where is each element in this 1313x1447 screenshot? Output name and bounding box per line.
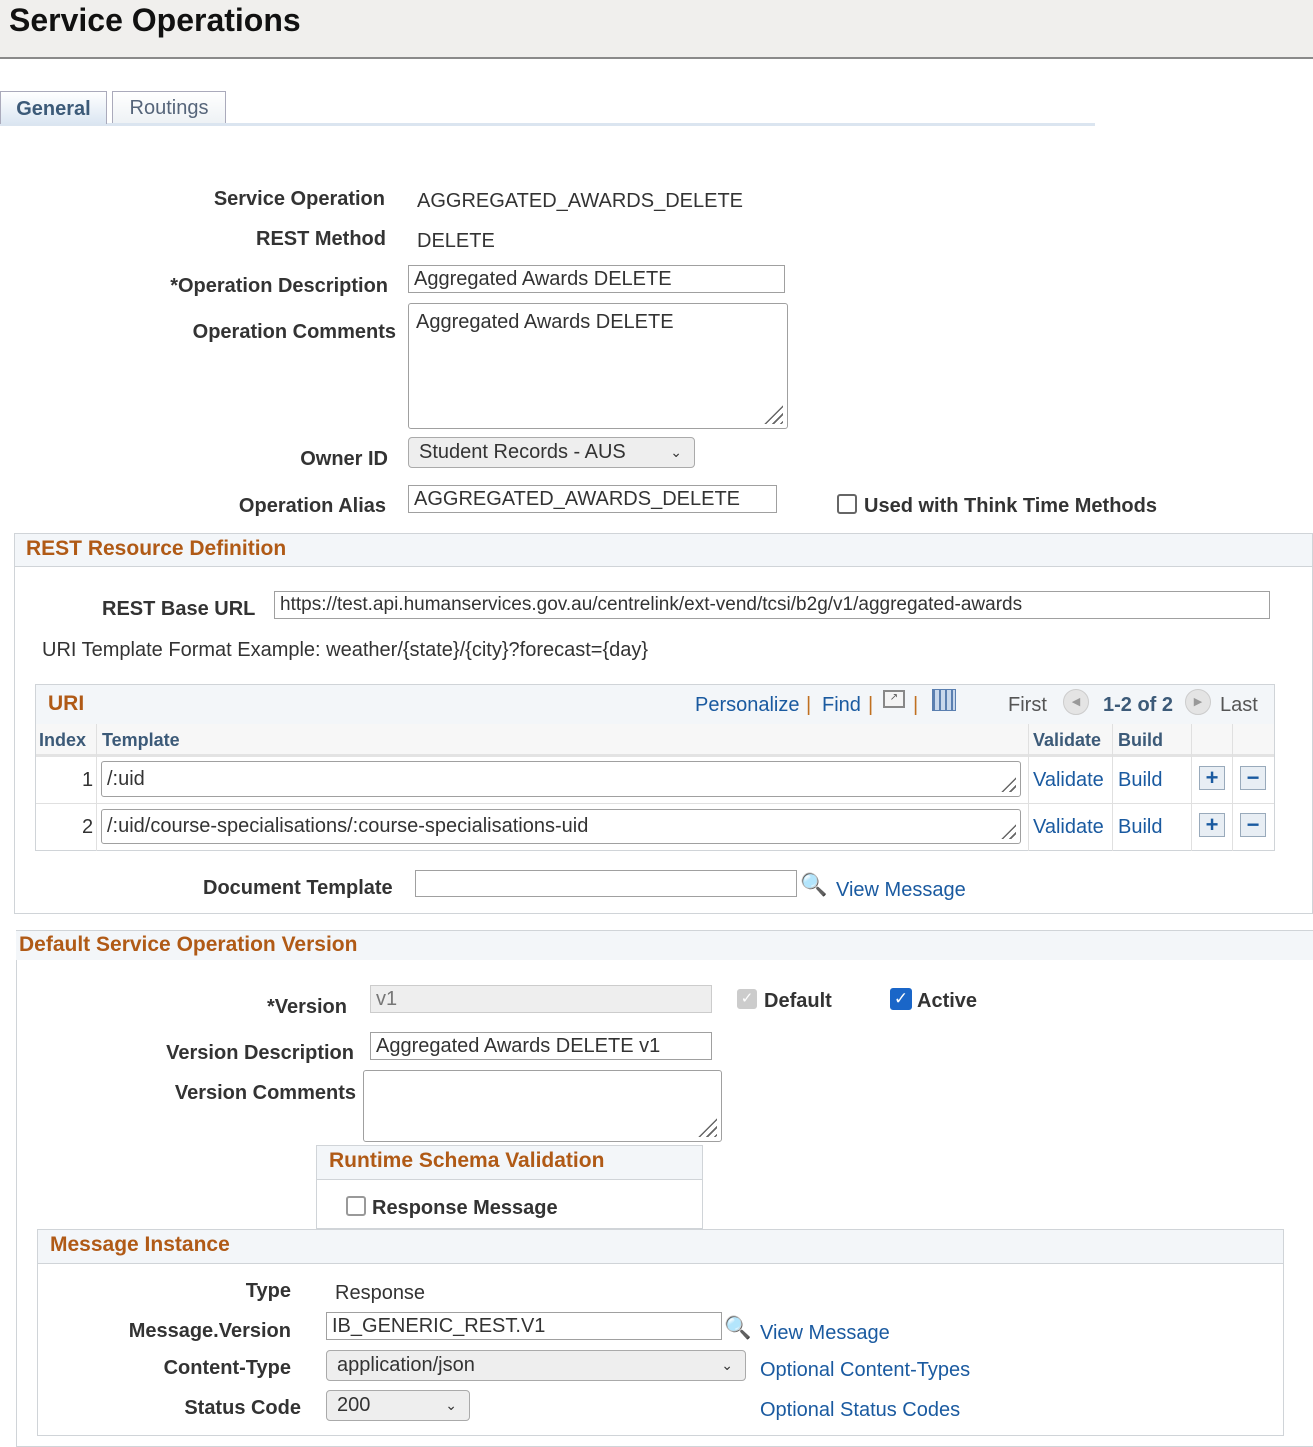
row-range: 1-2 of 2 (1103, 694, 1174, 716)
resize-grip-icon[interactable] (697, 1117, 717, 1137)
status-code-label: Status Code (184, 1397, 301, 1419)
col-build[interactable]: Build (1118, 730, 1163, 750)
separator: | (806, 694, 812, 716)
view-message-link[interactable]: View Message (760, 1322, 890, 1344)
delete-row-button[interactable]: − (1240, 766, 1266, 790)
operation-comments-text: Aggregated Awards DELETE (416, 311, 674, 333)
page-title: Service Operations (9, 2, 301, 38)
chevron-down-icon: ⌄ (670, 444, 682, 460)
rest-resource-title: REST Resource Definition (26, 537, 287, 560)
schema-validation-title: Runtime Schema Validation (329, 1149, 605, 1172)
divider (96, 724, 97, 851)
add-row-button[interactable]: + (1199, 813, 1225, 837)
type-label: Type (245, 1280, 291, 1302)
uri-grid-title: URI (48, 692, 85, 715)
separator: | (868, 694, 874, 716)
divider (1232, 724, 1233, 851)
message-instance-title: Message Instance (50, 1233, 230, 1256)
add-row-button[interactable]: + (1199, 766, 1225, 790)
status-code-value: 200 (337, 1394, 371, 1416)
resize-grip-icon[interactable] (763, 404, 783, 424)
personalize-link[interactable]: Personalize (695, 694, 800, 716)
chevron-down-icon: ⌄ (721, 1357, 733, 1373)
status-code-select[interactable] (326, 1390, 470, 1421)
view-message-link[interactable]: View Message (836, 879, 966, 901)
content-type-value: application/json (337, 1354, 475, 1376)
last-label: Last (1220, 694, 1258, 716)
message-version-input[interactable]: IB_GENERIC_REST.V1 (326, 1312, 722, 1340)
rest-method-value: DELETE (417, 230, 495, 252)
version-section-title: Default Service Operation Version (19, 933, 358, 956)
resize-grip-icon[interactable] (998, 774, 1016, 792)
tab-routings[interactable]: Routings (112, 91, 226, 123)
build-link[interactable]: Build (1118, 816, 1163, 838)
resize-grip-icon[interactable] (998, 821, 1016, 839)
download-spreadsheet-icon[interactable] (932, 689, 956, 711)
validate-link[interactable]: Validate (1033, 769, 1104, 791)
response-message-label: Response Message (372, 1197, 558, 1219)
template-value: /:uid/course-specialisations/:course-specialisations-uid (107, 815, 589, 837)
lookup-icon[interactable]: 🔍 (724, 1315, 752, 1340)
default-checkbox: ✓ (737, 989, 757, 1009)
operation-description-label: *Operation Description (170, 275, 388, 297)
template-value: /:uid (107, 768, 145, 790)
template-input[interactable] (101, 809, 1021, 844)
operation-description-input[interactable]: Aggregated Awards DELETE (408, 265, 785, 293)
response-message-checkbox[interactable] (346, 1196, 366, 1216)
operation-comments-label: Operation Comments (192, 321, 396, 343)
validate-link[interactable]: Validate (1033, 816, 1104, 838)
rest-base-url-label: REST Base URL (102, 598, 256, 620)
col-index[interactable]: Index (39, 730, 87, 750)
first-label: First (1008, 694, 1047, 716)
build-link[interactable]: Build (1118, 769, 1163, 791)
default-label: Default (764, 990, 832, 1012)
owner-id-label: Owner ID (300, 448, 388, 470)
version-description-label: Version Description (166, 1042, 354, 1064)
version-comments-textarea[interactable] (363, 1070, 722, 1142)
divider (1191, 724, 1192, 851)
owner-id-select[interactable] (408, 437, 695, 468)
content-type-select[interactable] (326, 1350, 746, 1381)
lookup-icon[interactable]: 🔍 (800, 872, 828, 897)
col-validate[interactable]: Validate (1033, 730, 1102, 750)
message-version-label: Message.Version (128, 1320, 291, 1342)
divider (1112, 724, 1113, 851)
service-operation-label: Service Operation (213, 188, 385, 210)
col-template[interactable]: Template (102, 730, 180, 750)
type-value: Response (335, 1282, 426, 1304)
separator: | (913, 694, 919, 716)
operation-comments-textarea[interactable] (408, 303, 788, 429)
divider (1028, 724, 1029, 851)
think-time-label: Used with Think Time Methods (864, 495, 1157, 517)
version-input: v1 (370, 985, 712, 1013)
active-label: Active (917, 990, 978, 1012)
optional-content-types-link[interactable]: Optional Content-Types (760, 1359, 971, 1381)
next-icon[interactable]: ▶ (1185, 689, 1211, 715)
service-operation-value: AGGREGATED_AWARDS_DELETE (417, 190, 743, 212)
previous-icon[interactable]: ◀ (1063, 689, 1089, 715)
version-description-input[interactable]: Aggregated Awards DELETE v1 (370, 1032, 712, 1060)
uri-grid-header (35, 684, 1275, 724)
rest-base-url-input[interactable]: https://test.api.humanservices.gov.au/centrelink/ext-vend/tcsi/b2g/v1/aggregated-awards (274, 591, 1270, 619)
delete-row-button[interactable]: − (1240, 813, 1266, 837)
tab-general[interactable]: General (0, 91, 107, 124)
version-label: *Version (266, 996, 347, 1018)
row-index: 2 (82, 816, 94, 838)
owner-id-value: Student Records - AUS (419, 441, 626, 463)
operation-alias-label: Operation Alias (238, 495, 386, 517)
template-input[interactable] (101, 761, 1021, 797)
rest-method-label: REST Method (256, 228, 386, 250)
think-time-checkbox[interactable] (837, 494, 857, 514)
row-index: 1 (82, 769, 94, 791)
find-link[interactable]: Find (822, 694, 861, 716)
new-window-icon[interactable]: ↗ (883, 690, 905, 708)
document-template-label: Document Template (203, 877, 393, 899)
operation-alias-input[interactable]: AGGREGATED_AWARDS_DELETE (408, 485, 777, 513)
active-checkbox[interactable]: ✓ (890, 988, 912, 1010)
uri-template-example: URI Template Format Example: weather/{state}/{city}?forecast={day} (42, 639, 649, 661)
content-type-label: Content-Type (163, 1357, 291, 1379)
chevron-down-icon: ⌄ (445, 1397, 457, 1413)
divider (36, 803, 1274, 804)
version-comments-label: Version Comments (174, 1082, 356, 1104)
document-template-input[interactable] (415, 870, 797, 897)
optional-status-codes-link[interactable]: Optional Status Codes (760, 1399, 961, 1421)
